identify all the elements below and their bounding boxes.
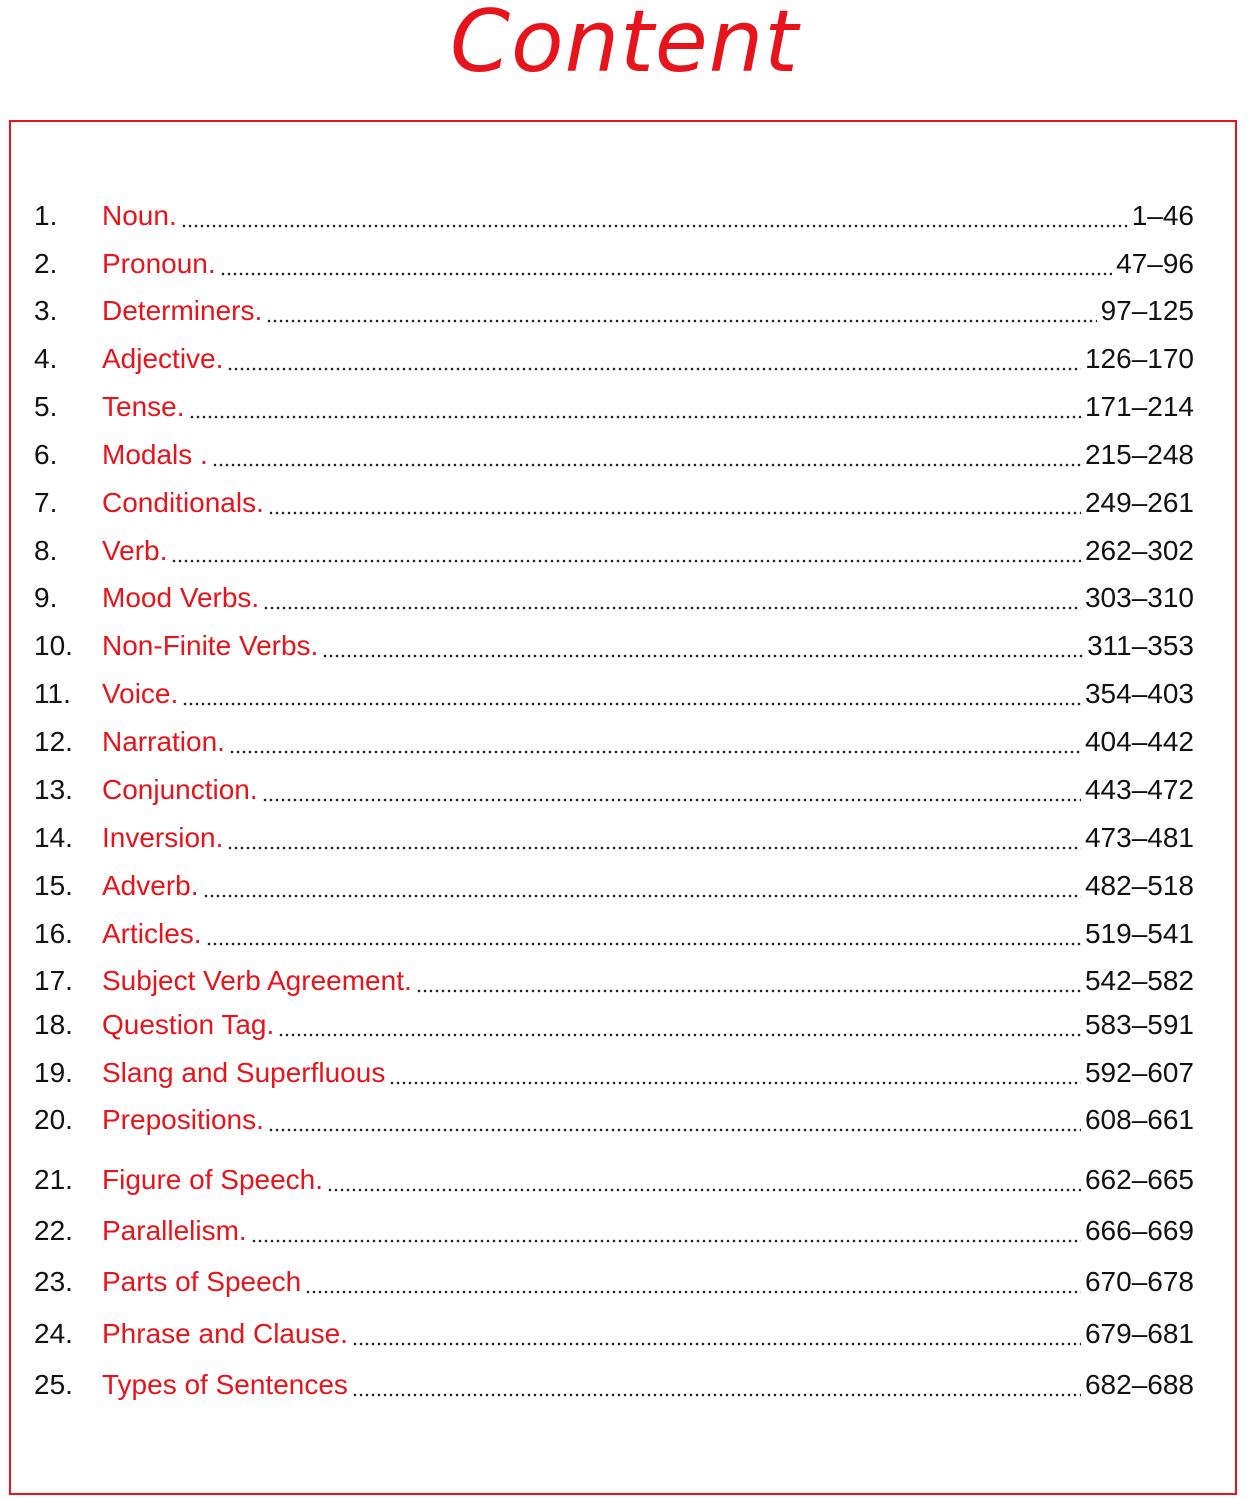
entry-number: 10. — [34, 630, 73, 661]
entry-pages: 608–661 — [1084, 1104, 1194, 1135]
entry-number: 21. — [34, 1164, 73, 1195]
entry-pages: 126–170 — [1084, 343, 1194, 374]
entry-number: 8. — [34, 535, 58, 566]
entry-pages: 354–403 — [1084, 678, 1194, 709]
entry-number: 13. — [34, 774, 73, 805]
entry-number: 7. — [34, 487, 58, 518]
entry-pages: 47–96 — [1116, 248, 1194, 279]
entry-number: 23. — [34, 1266, 73, 1297]
entry-title: Figure of Speech. — [102, 1164, 324, 1195]
entry-pages: 670–678 — [1084, 1266, 1194, 1297]
entry-title: Non-Finite Verbs. — [102, 630, 319, 661]
entry-title: Articles. — [102, 918, 202, 949]
dot-leader — [322, 632, 1083, 660]
entry-title: Narration. — [102, 726, 225, 757]
toc-entry[interactable] — [34, 1262, 1194, 1302]
toc-entry[interactable] — [34, 866, 1194, 906]
dot-leader — [181, 202, 1128, 230]
entry-pages: 262–302 — [1084, 535, 1194, 566]
entry-title: Adverb. — [102, 870, 199, 901]
dot-leader — [305, 1268, 1081, 1296]
entry-number: 22. — [34, 1215, 73, 1246]
entry-pages: 583–591 — [1084, 1009, 1194, 1040]
toc-entry[interactable] — [34, 770, 1194, 810]
toc-entry[interactable] — [34, 961, 1194, 1001]
entry-pages: 542–582 — [1084, 965, 1194, 996]
entry-title: Inversion. — [102, 822, 224, 853]
entry-number: 18. — [34, 1009, 73, 1040]
toc-entry[interactable] — [34, 244, 1194, 284]
toc-entry[interactable] — [34, 818, 1194, 858]
dot-leader — [268, 1106, 1081, 1134]
toc-entry[interactable] — [34, 626, 1194, 666]
toc-entry[interactable] — [34, 339, 1194, 379]
entry-pages: 1–46 — [1131, 200, 1194, 231]
toc-entry[interactable] — [34, 387, 1194, 427]
toc-entry[interactable] — [34, 578, 1194, 618]
dot-leader — [263, 584, 1081, 612]
entry-pages: 662–665 — [1084, 1164, 1194, 1195]
entry-title: Voice. — [102, 678, 179, 709]
entry-title: Types of Sentences — [102, 1369, 348, 1400]
dot-leader — [227, 824, 1081, 852]
entry-number: 25. — [34, 1369, 73, 1400]
entry-pages: 311–353 — [1087, 630, 1194, 661]
entry-pages: 482–518 — [1084, 870, 1194, 901]
entry-number: 12. — [34, 726, 73, 757]
entry-number: 19. — [34, 1057, 73, 1088]
entry-number: 14. — [34, 822, 73, 853]
dot-leader — [268, 489, 1081, 517]
entry-number: 1. — [34, 200, 58, 231]
entry-pages: 679–681 — [1084, 1318, 1194, 1349]
entry-title: Conditionals. — [102, 487, 264, 518]
dot-leader — [220, 250, 1112, 278]
toc-entry[interactable] — [34, 291, 1194, 331]
entry-pages: 171–214 — [1084, 391, 1194, 422]
entry-number: 24. — [34, 1318, 73, 1349]
entry-pages: 404–442 — [1084, 726, 1194, 757]
entry-pages: 682–688 — [1084, 1369, 1194, 1400]
toc-entry[interactable] — [34, 483, 1194, 523]
entry-number: 3. — [34, 295, 58, 326]
entry-title: Parallelism. — [102, 1215, 247, 1246]
entry-pages: 666–669 — [1084, 1215, 1194, 1246]
entry-number: 9. — [34, 582, 58, 613]
entry-title: Subject Verb Agreement. — [102, 965, 412, 996]
page-title: Content — [449, 0, 800, 92]
dot-leader — [171, 537, 1081, 565]
dot-leader — [206, 920, 1081, 948]
toc-entry[interactable] — [34, 1211, 1194, 1251]
entry-title: Prepositions. — [102, 1104, 264, 1135]
dot-leader — [229, 728, 1081, 756]
toc-entry[interactable] — [34, 196, 1194, 236]
entry-pages: 592–607 — [1084, 1057, 1194, 1088]
entry-title: Slang and Superfluous — [102, 1057, 386, 1088]
toc-entry[interactable] — [34, 1053, 1194, 1093]
entry-pages: 215–248 — [1084, 439, 1194, 470]
dot-leader — [389, 1059, 1081, 1087]
toc-entry[interactable] — [34, 1100, 1194, 1140]
entry-number: 16. — [34, 918, 73, 949]
entry-number: 15. — [34, 870, 73, 901]
dot-leader — [251, 1217, 1081, 1245]
entry-pages: 519–541 — [1084, 918, 1194, 949]
toc-entry[interactable] — [34, 1365, 1194, 1405]
dot-leader — [352, 1371, 1081, 1399]
entry-title: Noun. — [102, 200, 177, 231]
entry-title: Adjective. — [102, 343, 224, 374]
dot-leader — [182, 680, 1081, 708]
dot-leader — [262, 776, 1081, 804]
entry-number: 20. — [34, 1104, 73, 1135]
toc-entry[interactable] — [34, 531, 1194, 571]
dot-leader — [327, 1166, 1081, 1194]
dot-leader — [227, 345, 1081, 373]
entry-pages: 303–310 — [1084, 582, 1194, 613]
entry-number: 2. — [34, 248, 58, 279]
dot-leader — [189, 393, 1081, 421]
entry-title: Tense. — [102, 391, 185, 422]
dot-leader — [266, 297, 1096, 325]
entry-number: 4. — [34, 343, 58, 374]
entry-title: Pronoun. — [102, 248, 216, 279]
dot-leader — [212, 441, 1081, 469]
entry-pages: 249–261 — [1084, 487, 1194, 518]
toc-entry[interactable] — [34, 435, 1194, 475]
entry-title: Modals . — [102, 439, 208, 470]
toc-entry[interactable] — [34, 914, 1194, 954]
entry-pages: 473–481 — [1084, 822, 1194, 853]
dot-leader — [278, 1011, 1081, 1039]
dot-leader — [203, 872, 1081, 900]
toc-entry[interactable] — [34, 722, 1194, 762]
entry-number: 6. — [34, 439, 58, 470]
toc-entry[interactable] — [34, 1005, 1194, 1045]
dot-leader — [352, 1320, 1081, 1348]
entry-title: Conjunction. — [102, 774, 258, 805]
entry-number: 17. — [34, 965, 73, 996]
toc-entry[interactable] — [34, 1314, 1194, 1354]
entry-title: Parts of Speech — [102, 1266, 302, 1297]
entry-pages: 97–125 — [1100, 295, 1194, 326]
toc-entry[interactable] — [34, 1160, 1194, 1200]
toc-entry[interactable] — [34, 674, 1194, 714]
entry-title: Mood Verbs. — [102, 582, 260, 613]
entry-title: Question Tag. — [102, 1009, 275, 1040]
entry-number: 5. — [34, 391, 58, 422]
entry-number: 11. — [34, 678, 71, 709]
entry-title: Determiners. — [102, 295, 263, 326]
dot-leader — [416, 967, 1081, 995]
entry-pages: 443–472 — [1084, 774, 1194, 805]
entry-title: Verb. — [102, 535, 168, 566]
entry-title: Phrase and Clause. — [102, 1318, 348, 1349]
